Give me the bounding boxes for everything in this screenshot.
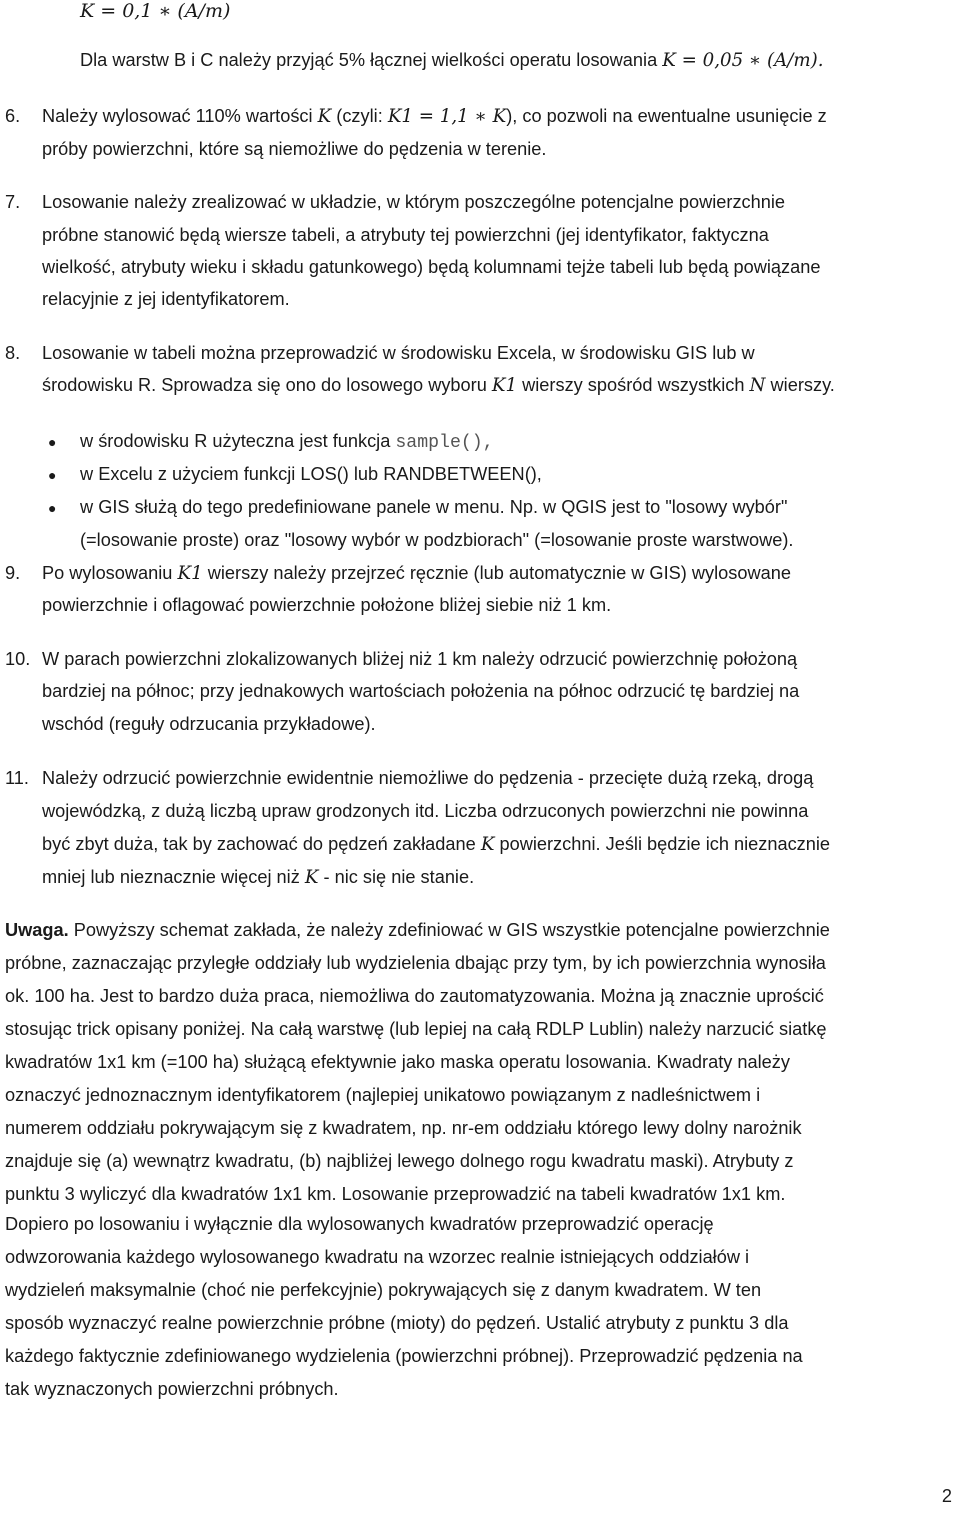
bullet-icon: ● (48, 467, 57, 483)
item7-line: Losowanie należy zrealizować w układzie, w którym poszczególne potencjalne powierzchnie (42, 192, 786, 212)
item11-line4 (42, 867, 474, 888)
bullet-item-r (80, 431, 494, 453)
note-line: odwzorowania każdego wylosowanego kwadratu na wzorzec realnie istniejących oddziałów i (5, 1247, 750, 1267)
item8-line1: Losowanie w tabeli można przeprowadzić w środowisku Excela, w środowisku GIS lub w (42, 343, 755, 363)
item11-line3 (42, 834, 830, 855)
item11-var-k2: K (304, 867, 319, 888)
item9-line2: powierzchnie i oflagować powierzchnie położone bliżej siebie niż 1 km. (42, 595, 612, 615)
bullet-icon: ● (48, 500, 57, 516)
item6-line2: próby powierzchni, które są niemożliwe do pędzenia w terenie. (42, 139, 547, 159)
item9-line1 (42, 563, 791, 584)
item-number: 8. (5, 343, 21, 363)
note-line-first (5, 920, 830, 941)
item-number: 10. (5, 649, 31, 669)
bullet-item-gis-line1: w GIS służą do tego predefiniowane panele w menu. Np. w QGIS jest to "losowy wybór" (80, 497, 788, 517)
item9-var-k1: K1 (177, 563, 203, 584)
note-line: sposób wyznaczyć realne powierzchnie próbne (mioty) do pędzeń. Ustalić atrybuty z punktu 3 dla (5, 1313, 789, 1333)
item6-text-c: ), co pozwoli na ewentualne usunięcie z (506, 106, 827, 126)
page-number: 2 (941, 1486, 952, 1506)
note-line: Dopiero po losowaniu i wyłącznie dla wylosowanych kwadratów przeprowadzić operację (5, 1214, 714, 1234)
note-line: punktu 3 wyliczyć dla kwadratów 1x1 km. Losowanie przeprowadzić na tabeli kwadratów 1x1 km. (5, 1184, 786, 1204)
item8-line2 (42, 375, 835, 396)
item-number: 11. (5, 768, 29, 788)
bullet-icon: ● (48, 434, 57, 450)
item-number: 7. (5, 192, 21, 212)
item-number: 6. (5, 106, 21, 126)
note-line: kwadratów 1x1 km (=100 ha) służącą efektywnie jako maska operatu losowania. Kwadraty należy (5, 1052, 790, 1072)
item8-var-k1: K1 (491, 375, 518, 396)
note-line: oznaczyć jednoznacznym identyfikatorem (najlepiej unikatowo powiązanym z nadleśnictwem i (5, 1085, 761, 1105)
item-number: 9. (5, 563, 21, 583)
item7-line: próbne stanowić będą wiersze tabeli, a atrybuty tej powierzchni (jej identyfikator, faktyczna (42, 225, 769, 245)
bullet-item-gis-line2: (=losowanie proste) oraz "losowy wybór w podzbiorach" (=losowanie proste warstwowe). (80, 530, 794, 550)
item11-text-d: - nic się nie stanie. (323, 867, 475, 887)
bullet-item-excel: w Excelu z użyciem funkcji LOS() lub RANDBETWEEN(), (80, 464, 542, 484)
note-line: stosując trick opisany poniżej. Na całą warstwę (lub lepiej na całą RDLP Lublin) należy narzucić siatkę (5, 1019, 827, 1039)
item6-text-a: Należy wylosować 110% wartości (42, 106, 313, 126)
note-line: tak wyznaczonych powierzchni próbnych. (5, 1379, 339, 1399)
item8-var-n: N (749, 375, 766, 396)
item6-var-k: K (317, 106, 332, 127)
item10-line: wschód (reguły odrzucania przykładowe). (42, 714, 376, 734)
item10-line: W parach powierzchni zlokalizowanych bliżej niż 1 km należy odrzucić powierzchnię położoną (42, 649, 798, 669)
item9-text-b: wierszy należy przejrzeć ręcznie (lub automatycznie w GIS) wylosowane (207, 563, 791, 583)
item11-var-k: K (480, 834, 495, 855)
item10-line: bardziej na północ; przy jednakowych wartościach położenia na północ odrzucić tę bardziej na (42, 681, 800, 701)
bullet-r-text: w środowisku R użyteczna jest funkcja (80, 431, 391, 451)
item6-text-b: (czyli: (336, 106, 383, 126)
top-formula: K = 0,1 ∗ (A/m) (80, 0, 231, 22)
item6-formula: K1 = 1,1 ∗ K (387, 106, 507, 127)
item6-line1 (42, 106, 827, 127)
item8-text-a: środowisku R. Sprowadza się ono do losowego wyboru (42, 375, 487, 395)
item8-text-c: wierszy. (770, 375, 835, 395)
note-line: ok. 100 ha. Jest to bardzo duża praca, niemożliwa do zautomatyzowania. Można ją znacznie uprościć (5, 986, 824, 1006)
note-line: każdego faktycznie zdefiniowanego wydzielenia (powierzchni próbnej). Przeprowadzić pędzenia na (5, 1346, 803, 1366)
note-label: Uwaga. (5, 920, 69, 940)
layer-note (80, 50, 824, 71)
note-line: numerem oddziału pokrywającym się z kwadratem, np. nr-em oddziału którego lewy dolny narożnik (5, 1118, 802, 1138)
note-line: znajduje się (a) wewnątrz kwadratu, (b) najbliżej lewego dolnego rogu kwadratu maski). Atrybuty z (5, 1151, 794, 1171)
item8-text-b: wierszy spośród wszystkich (522, 375, 745, 395)
note-line: wydzieleń maksymalnie (choć nie perfekcyjnie) pokrywających się z danym kwadratem. W ten (5, 1280, 762, 1300)
item11-text-b: powierzchni. Jeśli będzie ich nieznacznie (499, 834, 831, 854)
note-line: próbne, zaznaczając przyległe oddziały lub wydzielenia dbając przy tym, by ich powierzchnia wynosiła (5, 953, 826, 973)
note-first-line-text: Powyższy schemat zakłada, że należy zdefiniować w GIS wszystkie potencjalne powierzchnie (73, 920, 830, 940)
layer-note-text: Dla warstw B i C należy przyjąć 5% łącznej wielkości operatu losowania (80, 50, 658, 70)
layer-note-formula: K = 0,05 ∗ (A/m). (662, 50, 824, 71)
item9-text-a: Po wylosowaniu (42, 563, 173, 583)
bullet-r-code: sample(), (395, 433, 494, 453)
item11-text-a: być zbyt duża, tak by zachować do pędzeń zakładane (42, 834, 476, 854)
item11-text-c: mniej lub nieznacznie więcej niż (42, 867, 300, 887)
item11-line1: Należy odrzucić powierzchnie ewidentnie niemożliwe do pędzenia - przecięte dużą rzeką, drogą (42, 768, 814, 788)
item11-line2: wojewódzką, z dużą liczbą upraw grodzonych itd. Liczba odrzuconych powierzchni nie powinna (42, 801, 809, 821)
item7-line: relacyjnie z jej identyfikatorem. (42, 289, 290, 309)
item7-line: wielkość, atrybuty wieku i składu gatunkowego) będą kolumnami tejże tabeli lub będą powiązane (42, 257, 821, 277)
